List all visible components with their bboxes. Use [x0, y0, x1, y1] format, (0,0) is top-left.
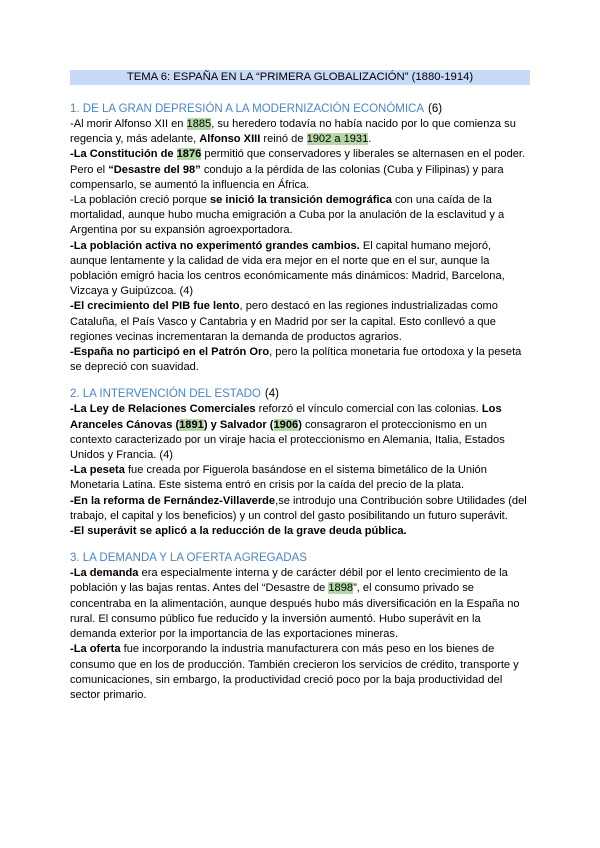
bold-text: ) y Salvador ( — [203, 418, 274, 431]
section-heading — [70, 551, 530, 566]
paragraph — [70, 402, 530, 463]
paragraph — [70, 566, 530, 642]
text-run: fue incorporando la industria manufacturera con más peso en los bienes de consumo que en los de producción. También crecieron los servicios de crédito, transporte y comunicaciones, sin embargo, la productividad creció poco por la baja productividad del sector primario. — [70, 643, 519, 701]
text-run: ,se introdujo una Contribución sobre Utilidades (del trabajo, el capital y los beneficios) y un control del gasto posibilitando un futuro superávit. — [70, 494, 527, 522]
highlighted-date: 1876 — [176, 148, 202, 161]
bold-text: -En la reforma de Fernández-Villaverde — [70, 494, 276, 507]
text-run: , su heredero todavía no había nacido por lo que comienza su regencia y, más adelante, — [70, 118, 516, 146]
paragraph — [70, 299, 530, 345]
highlighted-date: 1906 — [273, 418, 299, 431]
bold-text: -La Constitución de — [70, 148, 177, 161]
bold-text: -El superávit se aplicó a la reducción de la grave deuda pública. — [70, 525, 407, 538]
bold-text: -El crecimiento del PIB fue lento — [70, 300, 240, 313]
paragraph — [70, 494, 530, 524]
text-run: fue creada por Figuerola basándose en el sistema bimetálico de la Unión Monetaria Latina. Este sistema entró en crisis por la caída del precio de la plata. — [70, 464, 487, 492]
bold-text: se inició la transición demográfica — [210, 194, 392, 207]
bold-text: -La demanda — [70, 567, 139, 580]
section-heading-text: 1. DE LA GRAN DEPRESIÓN A LA MODERNIZACIÓN ECONÓMICA — [70, 103, 425, 115]
highlighted-date: 1898 — [328, 582, 354, 595]
bold-text: -La oferta — [70, 643, 121, 656]
text-run: reforzó el vínculo comercial con las colonias. — [255, 403, 482, 416]
highlighted-date: 1885 — [186, 118, 212, 130]
section-heading-text: 3. LA DEMANDA Y LA OFERTA AGREGADAS — [70, 552, 307, 565]
section-heading-text: 2. LA INTERVENCIÓN DEL ESTADO — [70, 388, 261, 401]
text-run: -Al morir Alfonso XII en — [70, 118, 187, 130]
bold-text: Alfonso XIII — [199, 133, 261, 146]
bold-text: -La Ley de Relaciones Comerciales — [70, 403, 256, 416]
paragraph — [70, 345, 530, 375]
section-question-count: (4) — [264, 388, 279, 401]
bold-text: ) — [298, 418, 302, 431]
text-run: , pero la política monetaria fue ortodoxa y la peseta se depreció con suavidad. — [70, 346, 522, 374]
section-heading — [70, 102, 530, 117]
text-run: El capital humano mejoró, aunque lentamente y la calidad de vida era mejor en el norte que en el sur, aunque la población emigró hacia los centros económicamente más dinámicos: Madrid, Barcelona, Vizcaya y Guipúzcoa. (4) — [70, 239, 505, 298]
section-2 — [70, 387, 530, 539]
paragraph — [70, 117, 530, 147]
paragraph — [70, 524, 530, 539]
text-run: -La población creció porque — [70, 194, 210, 207]
section-1 — [70, 102, 530, 375]
text-run: con una caída de la mortalidad, aunque hubo mucha emigración a Cuba por la anulación de la esclavitud y a Argentina por su expansión agroexportadora. — [70, 194, 505, 237]
bold-text: -España no participó en el Patrón Oro — [70, 346, 270, 359]
text-run: permitió que conservadores y liberales se alternasen en el poder. Pero el — [70, 148, 526, 176]
text-run: ”, el consumo privado se concentraba en la alimentación, aunque después hubo más diversificación en la España no rural. El consumo público fue reducido y la inversión aumentó. Hubo superávit en la demanda exterior por la importancia de las exportaciones mineras. — [70, 582, 520, 641]
highlighted-date: 1891 — [179, 418, 204, 431]
text-run: consagraron el proteccionismo en un contexto caracterizado por un viraje hacia el proteccionismo en Alemania, Italia, Estados Unidos y Francia. (4) — [70, 418, 505, 462]
paragraph — [70, 239, 530, 300]
section-heading — [70, 387, 530, 402]
bold-text: “Desastre del 98” — [108, 163, 201, 176]
bold-text: -La peseta — [70, 464, 125, 477]
highlighted-date: 1902 a 1931 — [306, 133, 369, 146]
paragraph — [70, 193, 530, 239]
bold-text: -La población activa no experimentó grandes cambios. — [70, 239, 360, 252]
text-run: condujo a la pérdida de las colonias (Cuba y Filipinas) y para compensarlo, se aumentó la influencia en África. — [70, 163, 504, 191]
paragraph — [70, 463, 530, 493]
text-run: . — [368, 133, 372, 146]
text-run: era especialmente interna y de carácter débil por el lento crecimiento de la población y las bajas rentas. Antes del “Desastre de — [70, 567, 508, 595]
document-title: TEMA 6: ESPAÑA EN LA “PRIMERA GLOBALIZACIÓN” (1880-1914) — [70, 70, 530, 85]
section-3 — [70, 551, 530, 703]
section-question-count: (6) — [428, 103, 443, 115]
document-body — [70, 102, 530, 703]
paragraph — [70, 642, 530, 703]
paragraph — [70, 147, 530, 193]
bold-text: Los Aranceles Cánovas ( — [70, 403, 502, 431]
text-run: reinó de — [260, 133, 307, 146]
text-run: , pero destacó en las regiones industrializadas como Cataluña, el País Vasco y Cantabria y en Madrid por ser la capital. Esto conllevó a que regiones vecinas incrementaran la demanda de productos agrarios. — [70, 300, 498, 343]
